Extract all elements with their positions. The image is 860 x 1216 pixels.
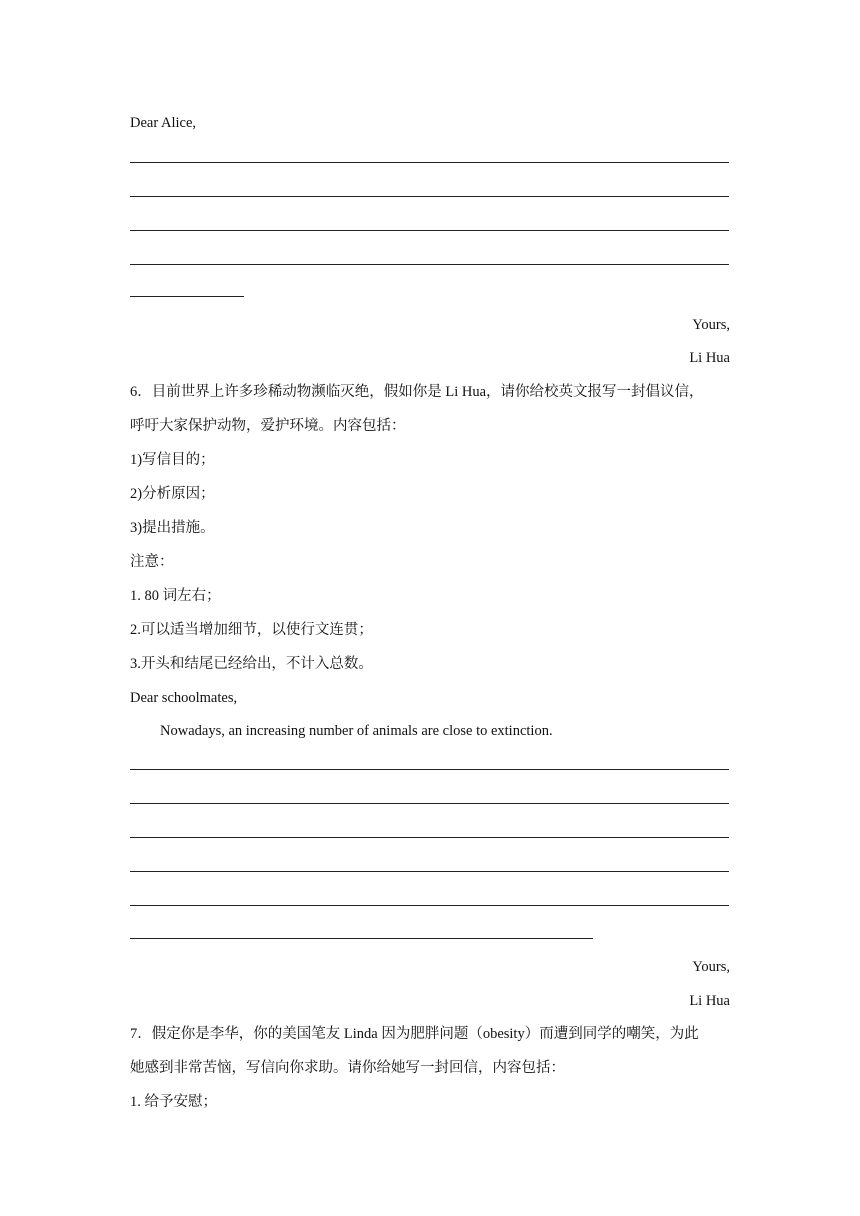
q6-closing: Yours, — [692, 959, 730, 975]
q6-note-2: 2.可以适当增加细节，以使行文连贯； — [130, 622, 373, 638]
answer-line[interactable] — [130, 938, 593, 939]
q6-note-heading: 注意： — [130, 554, 174, 570]
q6-note-1: 1. 80 词左右； — [130, 588, 221, 604]
answer-line[interactable] — [130, 196, 729, 197]
letter1-greeting: Dear Alice, — [130, 115, 197, 131]
q6-signature: Li Hua — [689, 993, 730, 1009]
q7-prompt-line-2: 她感到非常苦恼，写信向你求助。请你给她写一封回信，内容包括： — [130, 1060, 565, 1076]
q6-note-3: 3.开头和结尾已经给出，不计入总数。 — [130, 656, 373, 672]
answer-line[interactable] — [130, 905, 729, 906]
q6-opening-sentence: Nowadays, an increasing number of animals are close to extinction. — [160, 723, 553, 739]
answer-line[interactable] — [130, 264, 729, 265]
q6-prompt-line-1: 6．目前世界上许多珍稀动物濒临灭绝，假如你是 Li Hua，请你给校英文报写一封倡议信， — [130, 384, 704, 400]
q6-item-2: 2)分析原因； — [130, 486, 215, 502]
q7-prompt-line-1: 7．假定你是李华，你的美国笔友 Linda 因为肥胖问题（obesity）而遭到同学的嘲笑，为此 — [130, 1026, 699, 1042]
answer-line[interactable] — [130, 162, 729, 163]
answer-line[interactable] — [130, 296, 244, 297]
answer-line[interactable] — [130, 871, 729, 872]
q6-item-1: 1)写信目的； — [130, 452, 215, 468]
q7-item-1: 1. 给予安慰； — [130, 1094, 217, 1110]
letter1-signature: Li Hua — [689, 350, 730, 366]
answer-line[interactable] — [130, 803, 729, 804]
answer-line[interactable] — [130, 769, 729, 770]
answer-line[interactable] — [130, 230, 729, 231]
answer-line[interactable] — [130, 837, 729, 838]
q6-greeting: Dear schoolmates, — [130, 690, 238, 706]
letter1-closing: Yours, — [692, 317, 730, 333]
q6-prompt-line-2: 呼吁大家保护动物，爱护环境。内容包括： — [130, 418, 406, 434]
q6-item-3: 3)提出措施。 — [130, 520, 215, 536]
